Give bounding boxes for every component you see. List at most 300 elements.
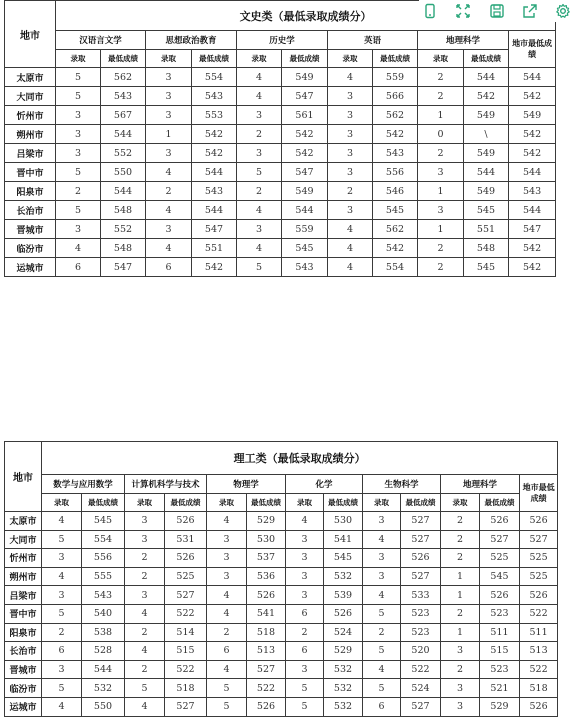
admitted-cell: 4 — [328, 68, 373, 87]
city-cell: 阳泉市 — [5, 623, 42, 642]
admitted-cell: 3 — [42, 549, 82, 568]
admitted-cell: 3 — [146, 87, 192, 106]
min-score-cell: 545 — [373, 201, 418, 220]
region-min-cell: 542 — [509, 239, 556, 258]
admitted-header: 录取 — [441, 494, 480, 512]
min-score-cell: 542 — [192, 125, 237, 144]
city-cell: 运城市 — [5, 258, 56, 277]
min-score-cell: 518 — [165, 679, 207, 698]
city-cell: 晋城市 — [5, 220, 56, 239]
humanities-table — [4, 0, 556, 277]
min-score-cell: 543 — [373, 144, 418, 163]
subheader-row — [5, 494, 558, 512]
min-score-cell: 550 — [82, 697, 125, 716]
admitted-cell: 5 — [56, 87, 101, 106]
min-score-cell: 526 — [401, 549, 441, 568]
min-score-header: 最低成绩 — [480, 494, 520, 512]
min-score-cell: 545 — [82, 512, 125, 531]
min-score-header: 最低成绩 — [192, 50, 237, 68]
region-min-cell: 542 — [509, 87, 556, 106]
region-min-cell: 511 — [520, 623, 558, 642]
share-icon — [522, 3, 538, 19]
admitted-cell: 2 — [363, 623, 401, 642]
save-button[interactable] — [486, 0, 508, 22]
admitted-cell: 5 — [237, 258, 282, 277]
min-score-cell: 554 — [82, 530, 125, 549]
min-score-cell: 548 — [464, 239, 509, 258]
subject-header: 计算机科学与技术 — [125, 475, 207, 494]
min-score-cell: 547 — [282, 163, 328, 182]
subject-row — [5, 475, 558, 494]
phone-view-button[interactable] — [419, 0, 441, 22]
min-score-cell: 526 — [247, 697, 286, 716]
min-score-header: 最低成绩 — [101, 50, 146, 68]
min-score-cell: 513 — [247, 642, 286, 661]
table-row — [5, 530, 558, 549]
min-score-cell: 562 — [101, 68, 146, 87]
min-score-cell: 554 — [373, 258, 418, 277]
admitted-cell: 3 — [441, 697, 480, 716]
admitted-cell: 5 — [125, 679, 165, 698]
admitted-cell: 5 — [363, 642, 401, 661]
admitted-cell: 2 — [125, 567, 165, 586]
min-score-cell: 544 — [282, 201, 328, 220]
min-score-cell: 549 — [464, 106, 509, 125]
min-score-cell: 530 — [247, 530, 286, 549]
admitted-cell: 2 — [441, 512, 480, 531]
min-score-cell: 527 — [165, 697, 207, 716]
min-score-cell: 530 — [324, 512, 363, 531]
admitted-cell: 4 — [42, 567, 82, 586]
min-score-cell: 543 — [192, 87, 237, 106]
min-score-cell: 522 — [165, 660, 207, 679]
min-score-cell: 542 — [192, 144, 237, 163]
min-score-cell: 514 — [165, 623, 207, 642]
min-score-cell: 548 — [101, 239, 146, 258]
min-score-cell: 523 — [401, 623, 441, 642]
admitted-cell: 4 — [146, 201, 192, 220]
min-score-header: 最低成绩 — [373, 50, 418, 68]
min-score-cell: 544 — [464, 68, 509, 87]
table-row — [5, 567, 558, 586]
city-cell: 临汾市 — [5, 239, 56, 258]
admitted-cell: 4 — [125, 697, 165, 716]
table-row — [5, 697, 558, 716]
min-score-cell: 525 — [165, 567, 207, 586]
admitted-cell: 3 — [125, 586, 165, 605]
table-row — [5, 220, 556, 239]
admitted-cell: 2 — [418, 87, 464, 106]
admitted-cell: 4 — [286, 512, 324, 531]
admitted-cell: 4 — [146, 163, 192, 182]
fullscreen-button[interactable] — [452, 0, 474, 22]
admitted-cell: 2 — [418, 68, 464, 87]
min-score-header: 最低成绩 — [282, 50, 328, 68]
admitted-cell: 6 — [286, 642, 324, 661]
subject-header: 汉语言文学 — [56, 31, 146, 50]
table-row — [5, 586, 558, 605]
min-score-cell: 543 — [82, 586, 125, 605]
city-cell: 长治市 — [5, 201, 56, 220]
admitted-cell: 3 — [363, 567, 401, 586]
region-min-cell: 525 — [520, 567, 558, 586]
subject-header: 化学 — [286, 475, 363, 494]
subject-row — [5, 31, 556, 50]
min-score-cell: 544 — [101, 182, 146, 201]
min-score-cell: 524 — [401, 679, 441, 698]
admitted-cell: 6 — [146, 258, 192, 277]
min-score-cell: 551 — [464, 220, 509, 239]
admitted-cell: 3 — [56, 220, 101, 239]
min-score-header: 最低成绩 — [82, 494, 125, 512]
table-row — [5, 512, 558, 531]
table-row — [5, 679, 558, 698]
admitted-cell: 1 — [441, 623, 480, 642]
min-score-cell: 550 — [101, 163, 146, 182]
admitted-cell: 2 — [207, 623, 247, 642]
min-score-cell: 545 — [464, 201, 509, 220]
city-cell: 吕梁市 — [5, 586, 42, 605]
admitted-cell: 2 — [418, 144, 464, 163]
min-score-cell: 556 — [82, 549, 125, 568]
admitted-cell: 5 — [42, 530, 82, 549]
admitted-cell: 4 — [328, 239, 373, 258]
min-score-cell: 540 — [82, 604, 125, 623]
min-score-cell: 522 — [247, 679, 286, 698]
min-score-cell: 532 — [82, 679, 125, 698]
min-score-cell: 539 — [324, 586, 363, 605]
admitted-cell: 5 — [207, 679, 247, 698]
min-score-cell: 526 — [324, 604, 363, 623]
subject-header: 思想政治教育 — [146, 31, 237, 50]
admitted-cell: 4 — [207, 604, 247, 623]
admitted-cell: 5 — [207, 697, 247, 716]
admitted-cell: 3 — [146, 144, 192, 163]
city-cell: 忻州市 — [5, 106, 56, 125]
table-row — [5, 604, 558, 623]
admitted-cell: 1 — [441, 586, 480, 605]
viewer-toolbar — [419, 0, 574, 22]
admitted-cell: 3 — [237, 220, 282, 239]
min-score-cell: 542 — [464, 87, 509, 106]
min-score-cell: 562 — [373, 106, 418, 125]
admitted-cell: 5 — [56, 201, 101, 220]
min-score-cell: 529 — [247, 512, 286, 531]
city-cell: 阳泉市 — [5, 182, 56, 201]
admitted-cell: 5 — [363, 679, 401, 698]
table-row — [5, 68, 556, 87]
min-score-cell: 554 — [192, 68, 237, 87]
admitted-cell: 3 — [125, 512, 165, 531]
admitted-cell: 3 — [441, 642, 480, 661]
min-score-cell: 526 — [165, 512, 207, 531]
min-score-cell: 544 — [101, 125, 146, 144]
admitted-cell: 2 — [146, 182, 192, 201]
subject-header: 地理科学 — [418, 31, 509, 50]
city-cell: 朔州市 — [5, 125, 56, 144]
table-row — [5, 144, 556, 163]
admitted-cell: 3 — [441, 679, 480, 698]
table-row — [5, 239, 556, 258]
min-score-cell: 543 — [192, 182, 237, 201]
city-cell: 晋中市 — [5, 163, 56, 182]
admitted-cell: 4 — [207, 512, 247, 531]
min-score-cell: 542 — [192, 258, 237, 277]
region-min-header: 地市最低成绩 — [509, 31, 556, 68]
admitted-cell: 5 — [237, 163, 282, 182]
admitted-cell: 2 — [125, 623, 165, 642]
admitted-cell: 2 — [125, 660, 165, 679]
min-score-cell: 546 — [373, 182, 418, 201]
settings-icon — [555, 3, 571, 19]
admitted-cell: 3 — [286, 567, 324, 586]
min-score-cell: 543 — [101, 87, 146, 106]
admitted-cell: 4 — [146, 239, 192, 258]
min-score-cell: 547 — [282, 87, 328, 106]
admitted-cell: 3 — [286, 660, 324, 679]
min-score-cell: 545 — [480, 567, 520, 586]
admitted-cell: 3 — [146, 106, 192, 125]
admitted-cell: 5 — [286, 679, 324, 698]
min-score-cell: 528 — [82, 642, 125, 661]
region-min-cell: 526 — [520, 697, 558, 716]
region-min-cell: 525 — [520, 549, 558, 568]
admitted-cell: 3 — [286, 549, 324, 568]
min-score-cell: 523 — [401, 604, 441, 623]
admitted-cell: 2 — [418, 258, 464, 277]
region-min-header: 地市最低成绩 — [520, 475, 558, 512]
min-score-cell: 527 — [480, 530, 520, 549]
admitted-cell: 2 — [237, 182, 282, 201]
table-title: 理工类（最低录取成绩分） — [42, 442, 558, 475]
city-cell: 太原市 — [5, 68, 56, 87]
admitted-cell: 2 — [441, 604, 480, 623]
min-score-cell: 559 — [282, 220, 328, 239]
admitted-cell: 3 — [418, 163, 464, 182]
min-score-cell: 542 — [282, 125, 328, 144]
admitted-cell: 3 — [42, 586, 82, 605]
min-score-cell: 526 — [247, 586, 286, 605]
admitted-cell: 4 — [42, 697, 82, 716]
admitted-header: 录取 — [237, 50, 282, 68]
admitted-cell: 6 — [286, 604, 324, 623]
city-cell: 临汾市 — [5, 679, 42, 698]
title-row — [5, 442, 558, 475]
min-score-cell: 525 — [480, 549, 520, 568]
min-score-cell: 524 — [324, 623, 363, 642]
admitted-cell: 1 — [418, 182, 464, 201]
city-cell: 晋城市 — [5, 660, 42, 679]
admitted-cell: 6 — [56, 258, 101, 277]
city-cell: 大同市 — [5, 87, 56, 106]
admitted-cell: 4 — [125, 642, 165, 661]
city-cell: 大同市 — [5, 530, 42, 549]
region-min-cell: 527 — [520, 530, 558, 549]
table-row — [5, 623, 558, 642]
admitted-cell: 3 — [363, 549, 401, 568]
city-cell: 朔州市 — [5, 567, 42, 586]
city-cell: 长治市 — [5, 642, 42, 661]
admitted-cell: 4 — [328, 258, 373, 277]
min-score-header: 最低成绩 — [247, 494, 286, 512]
table-row — [5, 163, 556, 182]
admitted-cell: 2 — [42, 623, 82, 642]
region-header: 地市 — [5, 1, 56, 68]
admitted-cell: 6 — [363, 697, 401, 716]
min-score-cell: 544 — [192, 201, 237, 220]
settings-button[interactable] — [552, 0, 574, 22]
region-min-cell: 547 — [509, 220, 556, 239]
admitted-cell: 2 — [56, 182, 101, 201]
admitted-cell: 3 — [328, 163, 373, 182]
min-score-cell: 553 — [192, 106, 237, 125]
admitted-header: 录取 — [418, 50, 464, 68]
subject-header: 地理科学 — [441, 475, 520, 494]
region-min-cell: 542 — [509, 258, 556, 277]
min-score-cell: 555 — [82, 567, 125, 586]
min-score-cell: 527 — [401, 530, 441, 549]
min-score-cell: 567 — [101, 106, 146, 125]
min-score-cell: 537 — [247, 549, 286, 568]
min-score-cell: 527 — [401, 512, 441, 531]
admitted-cell: 3 — [237, 106, 282, 125]
min-score-header: 最低成绩 — [165, 494, 207, 512]
admitted-cell: 3 — [363, 512, 401, 531]
region-min-cell: 513 — [520, 642, 558, 661]
admitted-cell: 2 — [286, 623, 324, 642]
min-score-cell: 548 — [101, 201, 146, 220]
admitted-cell: 2 — [441, 549, 480, 568]
city-cell: 运城市 — [5, 697, 42, 716]
fullscreen-icon — [455, 3, 471, 19]
min-score-cell: 532 — [324, 679, 363, 698]
region-min-cell: 544 — [509, 163, 556, 182]
min-score-cell: 520 — [401, 642, 441, 661]
min-score-cell: 549 — [464, 144, 509, 163]
min-score-cell: 552 — [101, 144, 146, 163]
admitted-header: 录取 — [328, 50, 373, 68]
table-row — [5, 182, 556, 201]
admitted-cell: 5 — [286, 697, 324, 716]
share-button[interactable] — [519, 0, 541, 22]
min-score-cell: 549 — [464, 182, 509, 201]
admitted-cell: 5 — [363, 604, 401, 623]
region-min-cell: 526 — [520, 512, 558, 531]
admitted-cell: 3 — [286, 586, 324, 605]
city-cell: 太原市 — [5, 512, 42, 531]
admitted-cell: 3 — [328, 87, 373, 106]
admitted-cell: 3 — [328, 201, 373, 220]
admitted-cell: 3 — [146, 68, 192, 87]
admitted-cell: 3 — [56, 144, 101, 163]
admitted-header: 录取 — [42, 494, 82, 512]
admitted-cell: 3 — [125, 530, 165, 549]
admitted-cell: 5 — [42, 604, 82, 623]
admitted-cell: 5 — [56, 68, 101, 87]
region-min-cell: 522 — [520, 604, 558, 623]
admitted-cell: 3 — [328, 106, 373, 125]
table-row — [5, 642, 558, 661]
admitted-cell: 4 — [207, 586, 247, 605]
table-row — [5, 549, 558, 568]
min-score-cell: 533 — [401, 586, 441, 605]
table-title: 文史类（最低录取成绩分） — [56, 1, 556, 31]
admitted-cell: 4 — [363, 586, 401, 605]
min-score-cell: 545 — [282, 239, 328, 258]
min-score-cell: 526 — [480, 586, 520, 605]
admitted-cell: 3 — [237, 144, 282, 163]
region-min-cell: 542 — [509, 125, 556, 144]
admitted-cell: 2 — [125, 549, 165, 568]
table-row — [5, 660, 558, 679]
admitted-cell: 2 — [441, 530, 480, 549]
min-score-cell: 549 — [282, 68, 328, 87]
region-min-cell: 518 — [520, 679, 558, 698]
subject-header: 生物科学 — [363, 475, 441, 494]
min-score-cell: 527 — [401, 697, 441, 716]
city-cell: 忻州市 — [5, 549, 42, 568]
min-score-cell: 526 — [480, 512, 520, 531]
region-min-cell: 542 — [509, 144, 556, 163]
min-score-cell: 542 — [282, 144, 328, 163]
admitted-cell: 1 — [146, 125, 192, 144]
min-score-cell: 523 — [480, 604, 520, 623]
table-row — [5, 125, 556, 144]
min-score-cell: 544 — [82, 660, 125, 679]
min-score-cell: 562 — [373, 220, 418, 239]
min-score-cell: 529 — [480, 697, 520, 716]
min-score-cell: 547 — [192, 220, 237, 239]
admitted-cell: 4 — [237, 68, 282, 87]
admitted-cell: 6 — [42, 642, 82, 661]
min-score-cell: 532 — [324, 660, 363, 679]
subject-header: 历史学 — [237, 31, 328, 50]
region-min-cell: 544 — [509, 201, 556, 220]
min-score-cell: 529 — [324, 642, 363, 661]
admitted-cell: 4 — [237, 87, 282, 106]
min-score-cell: 522 — [401, 660, 441, 679]
min-score-cell: 566 — [373, 87, 418, 106]
min-score-cell: 538 — [82, 623, 125, 642]
region-header: 地市 — [5, 442, 42, 512]
min-score-cell: 544 — [192, 163, 237, 182]
subject-header: 数学与应用数学 — [42, 475, 125, 494]
min-score-cell: 541 — [247, 604, 286, 623]
admitted-header: 录取 — [125, 494, 165, 512]
min-score-cell: 531 — [165, 530, 207, 549]
admitted-cell: 4 — [363, 660, 401, 679]
table-row — [5, 258, 556, 277]
min-score-header: 最低成绩 — [324, 494, 363, 512]
min-score-cell: 561 — [282, 106, 328, 125]
admitted-cell: 2 — [237, 125, 282, 144]
admitted-cell: 2 — [441, 660, 480, 679]
admitted-cell: 4 — [56, 239, 101, 258]
admitted-cell: 3 — [328, 144, 373, 163]
min-score-cell: 527 — [247, 660, 286, 679]
admitted-cell: 4 — [363, 530, 401, 549]
admitted-cell: 6 — [207, 642, 247, 661]
region-min-cell: 522 — [520, 660, 558, 679]
admitted-cell: 3 — [56, 125, 101, 144]
admitted-cell: 5 — [56, 163, 101, 182]
min-score-cell: 543 — [282, 258, 328, 277]
region-min-cell: 526 — [520, 586, 558, 605]
min-score-cell: 556 — [373, 163, 418, 182]
city-cell: 晋中市 — [5, 604, 42, 623]
admitted-header: 录取 — [286, 494, 324, 512]
admitted-cell: 4 — [125, 604, 165, 623]
